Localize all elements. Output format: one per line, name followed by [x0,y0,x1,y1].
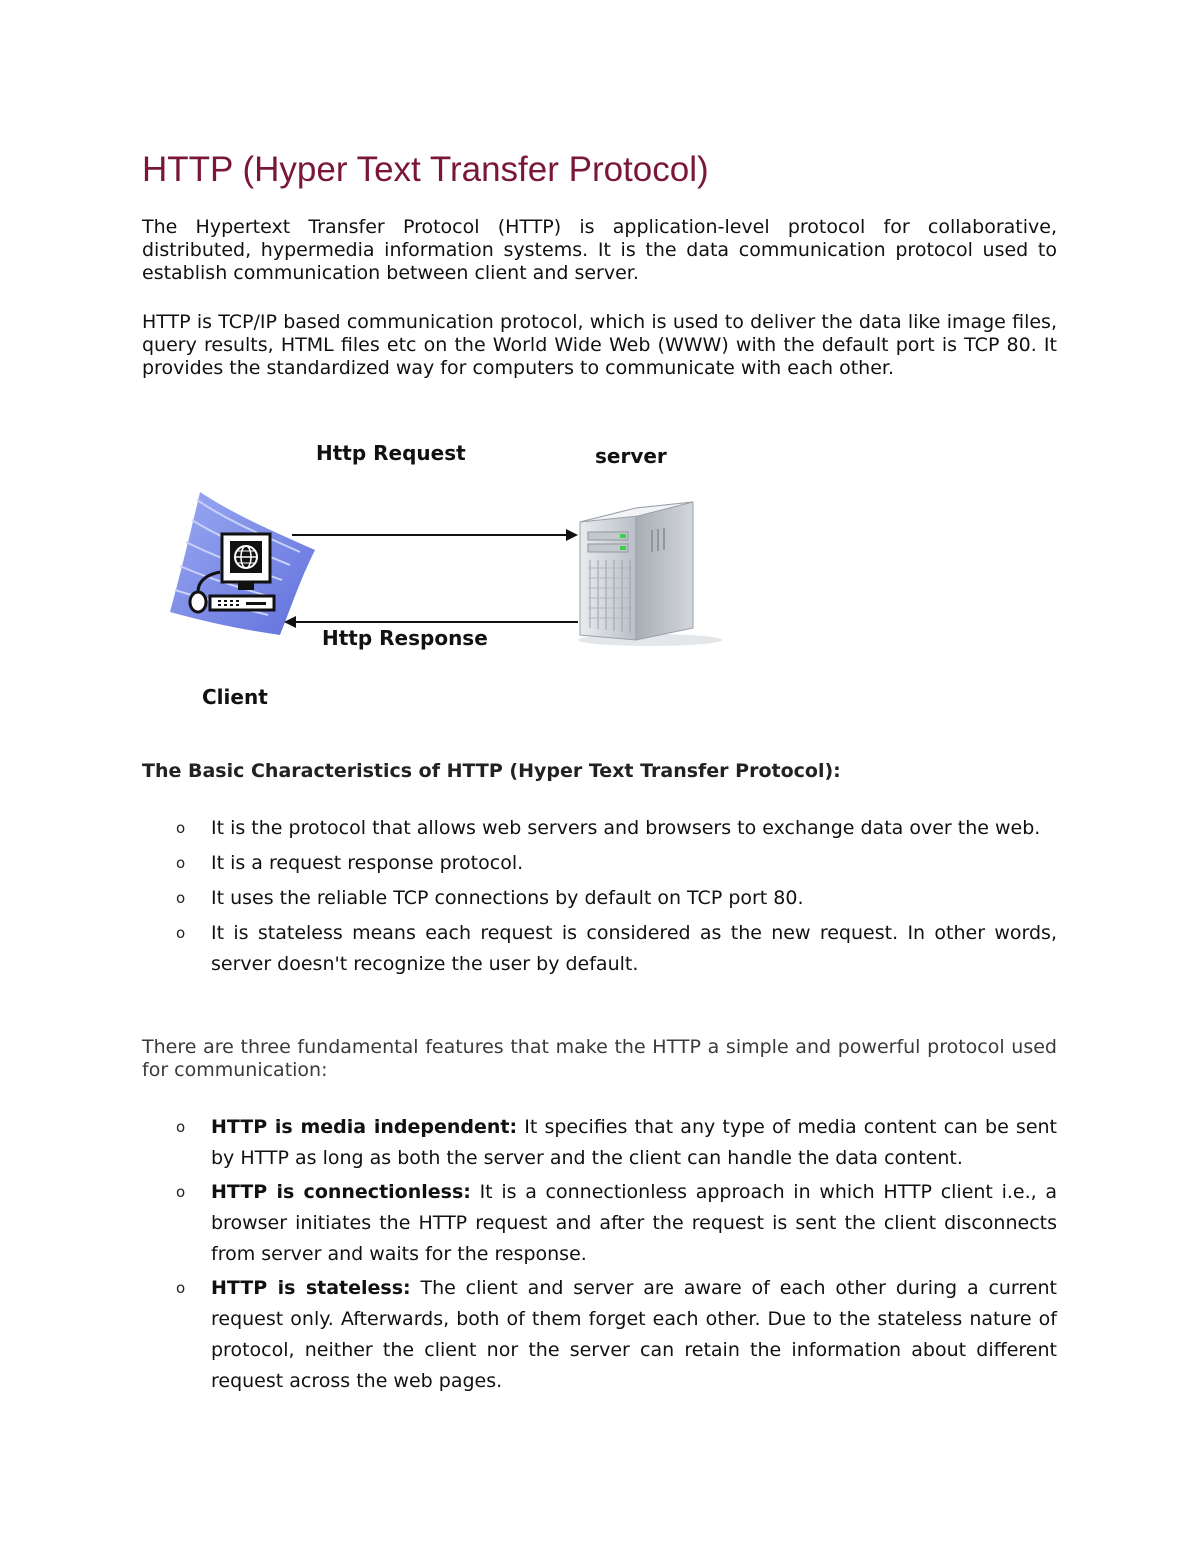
list-item [142,918,1057,980]
characteristics-heading: The Basic Characteristics of HTTP (Hyper Text Transfer Protocol): [142,760,841,782]
http-diagram [150,430,750,720]
response-label: Http Response [322,626,488,650]
bullet-icon: o [176,854,186,872]
intro-paragraph-2: HTTP is TCP/IP based communication protocol, which is used to deliver the data like image files, query results, HTML files etc on the World Wide Web (WWW) with the default port is TCP 80. It provides the standardized way for computers to communicate with each other. [142,311,1057,379]
feature-text: It is a connectionless approach in which HTTP client i.e., a browser initiates the HTTP request and after the request is sent the client disconnects from server and waits for the response. [211,1181,1058,1265]
client-label: Client [202,685,268,709]
client-computer-icon [170,492,315,635]
page-title: HTTP (Hyper Text Transfer Protocol) [142,150,709,189]
list-item [142,1273,1057,1397]
list-item-text: It is stateless means each request is considered as the new request. In other words, server doesn't recognize the user by default. [211,922,1057,975]
characteristics-list [142,813,1057,984]
feature-text: The client and server are aware of each other during a current request only. Afterwards, both of them forget each other. Due to the stateless nature of protocol, neither the client nor the server can retain the information about different request across the web pages. [211,1277,1057,1392]
bullet-icon: o [176,924,186,942]
list-item [142,883,1057,914]
server-label: server [595,444,667,468]
list-item-text: It is a request response protocol. [211,852,524,874]
list-item [142,813,1057,844]
list-item-text: It is the protocol that allows web servers and browsers to exchange data over the web. [211,817,1041,839]
request-label: Http Request [316,441,466,465]
feature-term: HTTP is stateless: [211,1277,411,1299]
feature-text: It specifies that any type of media content can be sent by HTTP as long as both the server and the client can handle the data content. [211,1116,1058,1169]
request-arrow [292,529,578,541]
bullet-icon: o [176,889,186,907]
bullet-icon: o [176,819,186,837]
bullet-icon: o [176,1279,186,1297]
list-item-text: It uses the reliable TCP connections by default on TCP port 80. [211,887,804,909]
feature-term: HTTP is media independent: [211,1116,518,1138]
feature-term: HTTP is connectionless: [211,1181,471,1203]
server-tower-icon [578,502,722,646]
list-item [142,848,1057,879]
features-intro: There are three fundamental features that make the HTTP a simple and powerful protocol used for communication: [142,1036,1057,1081]
list-item [142,1112,1057,1174]
features-list [142,1112,1057,1400]
intro-paragraph-1: The Hypertext Transfer Protocol (HTTP) is application-level protocol for collaborative, distributed, hypermedia information systems. It is the data communication protocol used to establish communication between client and server. [142,216,1057,284]
bullet-icon: o [176,1183,186,1201]
bullet-icon: o [176,1118,186,1136]
list-item [142,1177,1057,1270]
